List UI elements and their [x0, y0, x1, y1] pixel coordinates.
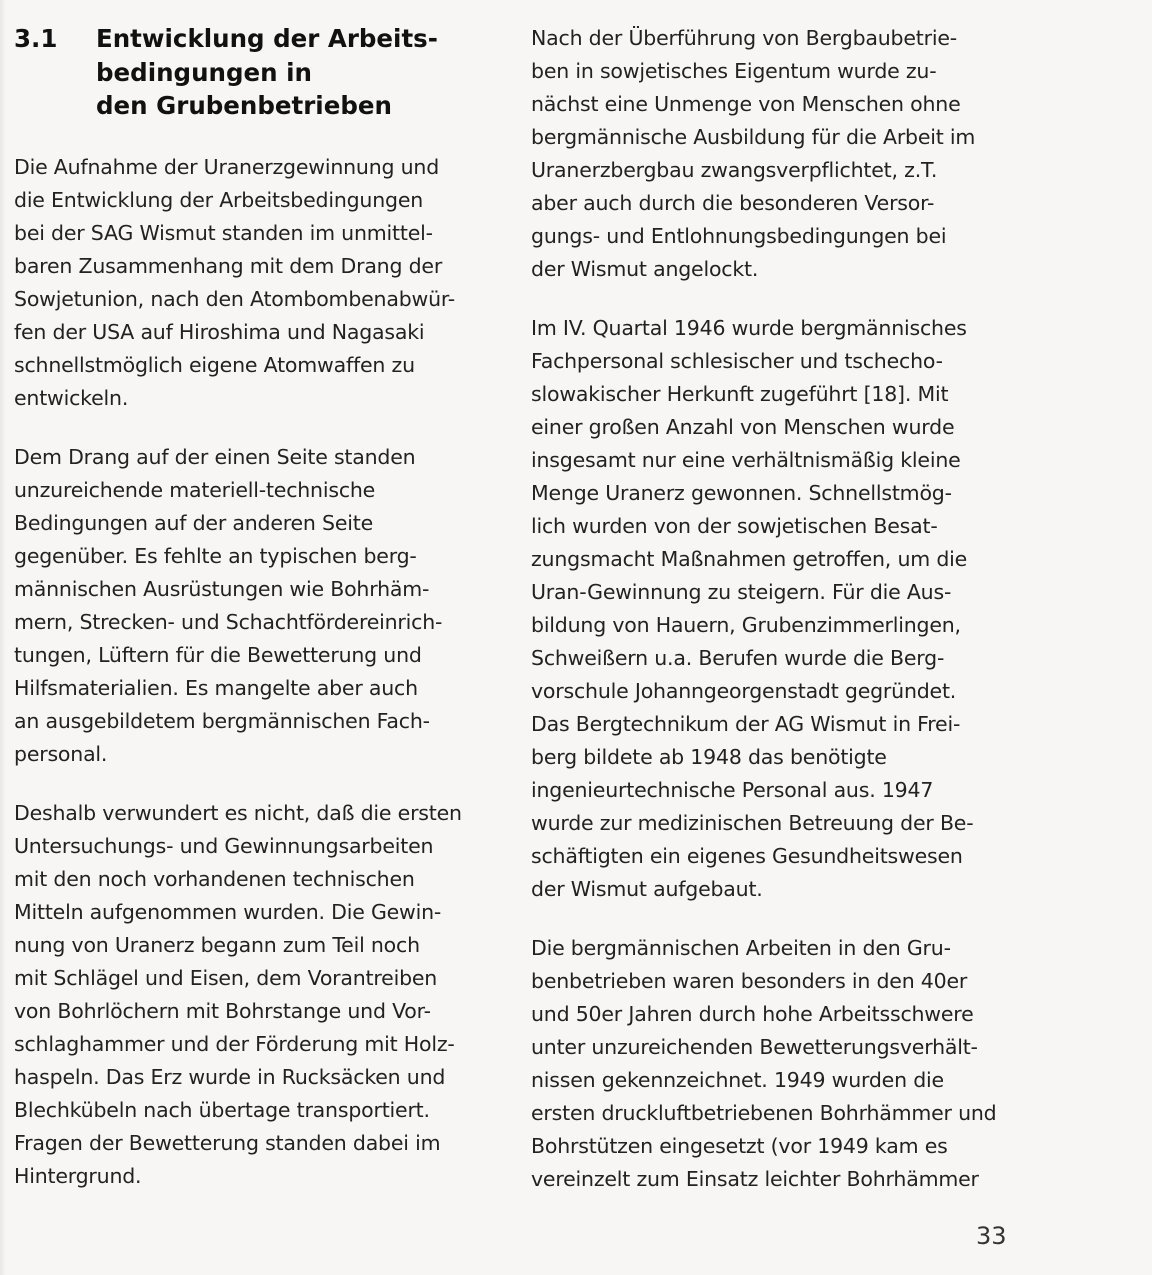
text-line: und 50er Jahren durch hohe Arbeitsschwere	[531, 1002, 974, 1026]
text-line: Hintergrund.	[14, 1163, 142, 1188]
text-line: schäftigten ein eigenes Gesundheitswesen	[531, 844, 963, 868]
text-line: nächst eine Unmenge von Menschen ohne	[531, 92, 961, 116]
paragraph	[531, 22, 1031, 286]
text-line: berg bildete ab 1948 das benötigte	[531, 745, 887, 769]
text-line: Bedingungen auf der anderen Seite	[14, 510, 374, 535]
text-line: Menge Uranerz gewonnen. Schnellstmög-	[531, 481, 952, 505]
text-line: unter unzureichenden Bewetterungsverhält-	[531, 1035, 978, 1059]
page-gutter-shadow	[0, 0, 6, 1275]
text-line: männischen Ausrüstungen wie Bohrhäm-	[14, 576, 430, 601]
text-line: der Wismut aufgebaut.	[531, 877, 763, 901]
section-heading	[14, 22, 512, 123]
text-line: ingenieurtechnische Personal aus. 1947	[531, 778, 934, 802]
text-line: Nach der Überführung von Bergbaubetrie-	[531, 26, 957, 50]
section-title	[96, 22, 512, 123]
text-line: bei der SAG Wismut standen im unmittel-	[14, 220, 433, 245]
page-number: 33	[976, 1222, 1007, 1250]
text-line: mit den noch vorhandenen technischen	[14, 866, 415, 891]
text-line: ersten druckluftbetriebenen Bohrhämmer und	[531, 1101, 997, 1125]
text-line: unzureichende materiell-technische	[14, 477, 376, 502]
text-line: vorschule Johanngeorgenstadt gegründet.	[531, 679, 957, 703]
paragraph	[531, 312, 1031, 906]
text-line: lich wurden von der sowjetischen Besat-	[531, 514, 938, 538]
section-title-line: Entwicklung der Arbeits-	[96, 24, 438, 53]
text-line: bergmännische Ausbildung für die Arbeit im	[531, 125, 976, 149]
text-line: der Wismut angelockt.	[531, 257, 759, 281]
text-line: von Bohrlöchern mit Bohrstange und Vor-	[14, 998, 431, 1023]
text-line: gegenüber. Es fehlte an typischen berg-	[14, 543, 417, 568]
text-line: Im IV. Quartal 1946 wurde bergmännisches	[531, 316, 967, 340]
text-line: entwickeln.	[14, 385, 129, 410]
right-column	[531, 22, 1031, 1222]
text-line: mit Schlägel und Eisen, dem Vorantreiben	[14, 965, 438, 990]
text-line: einer großen Anzahl von Menschen wurde	[531, 415, 955, 439]
text-line: Schweißern u.a. Berufen wurde die Berg-	[531, 646, 945, 670]
left-column	[14, 22, 512, 1219]
text-line: wurde zur medizinischen Betreuung der Be-	[531, 811, 974, 835]
text-line: Mitteln aufgenommen wurden. Die Gewin-	[14, 899, 442, 924]
text-line: slowakischer Herkunft zugeführt [18]. Mit	[531, 382, 949, 406]
text-line: nung von Uranerz begann zum Teil noch	[14, 932, 420, 957]
text-line: an ausgebildetem bergmännischen Fach-	[14, 708, 430, 733]
text-line: Deshalb verwundert es nicht, daß die ersten	[14, 800, 462, 825]
paragraph	[531, 932, 1031, 1196]
text-line: insgesamt nur eine verhältnismäßig kleine	[531, 448, 961, 472]
text-line: fen der USA auf Hiroshima und Nagasaki	[14, 319, 425, 344]
text-line: Uranerzbergbau zwangsverpflichtet, z.T.	[531, 158, 938, 182]
text-line: Die Aufnahme der Uranerzgewinnung und	[14, 154, 440, 179]
text-line: nissen gekennzeichnet. 1949 wurden die	[531, 1068, 944, 1092]
text-line: Fragen der Bewetterung standen dabei im	[14, 1130, 441, 1155]
paragraph	[14, 151, 512, 415]
section-number: 3.1	[14, 24, 58, 53]
text-line: Sowjetunion, nach den Atombombenabwür-	[14, 286, 455, 311]
text-line: personal.	[14, 741, 108, 766]
text-line: mern, Strecken- und Schachtfördereinrich-	[14, 609, 443, 634]
text-line: Dem Drang auf der einen Seite standen	[14, 444, 416, 469]
text-line: ben in sowjetisches Eigentum wurde zu-	[531, 59, 937, 83]
text-line: schnellstmöglich eigene Atomwaffen zu	[14, 352, 415, 377]
paragraph	[14, 441, 512, 771]
text-line: haspeln. Das Erz wurde in Rucksäcken und	[14, 1064, 446, 1089]
text-line: Das Bergtechnikum der AG Wismut in Frei-	[531, 712, 961, 736]
text-line: Die bergmännischen Arbeiten in den Gru-	[531, 936, 951, 960]
text-line: schlaghammer und der Förderung mit Holz-	[14, 1031, 455, 1056]
text-line: Fachpersonal schlesischer und tschecho-	[531, 349, 943, 373]
text-line: Bohrstützen eingesetzt (vor 1949 kam es	[531, 1134, 948, 1158]
text-line: tungen, Lüftern für die Bewetterung und	[14, 642, 422, 667]
section-title-line: bedingungen in	[96, 57, 312, 87]
text-line: baren Zusammenhang mit dem Drang der	[14, 253, 443, 278]
text-line: Blechkübeln nach übertage transportiert.	[14, 1097, 430, 1122]
text-line: gungs- und Entlohnungsbedingungen bei	[531, 224, 947, 248]
text-line: zungsmacht Maßnahmen getroffen, um die	[531, 547, 968, 571]
text-line: vereinzelt zum Einsatz leichter Bohrhämmer	[531, 1167, 979, 1191]
text-line: benbetrieben waren besonders in den 40er	[531, 969, 968, 993]
section-title-line: den Grubenbetrieben	[96, 91, 392, 120]
text-line: Untersuchungs- und Gewinnungsarbeiten	[14, 833, 434, 858]
text-line: aber auch durch die besonderen Versor-	[531, 191, 935, 215]
text-line: Uran-Gewinnung zu steigern. Für die Aus-	[531, 580, 952, 604]
text-line: die Entwicklung der Arbeitsbedingungen	[14, 187, 424, 212]
paragraph	[14, 797, 512, 1193]
text-line: Hilfsmaterialien. Es mangelte aber auch	[14, 675, 418, 700]
text-line: bildung von Hauern, Grubenzimmerlingen,	[531, 613, 961, 637]
